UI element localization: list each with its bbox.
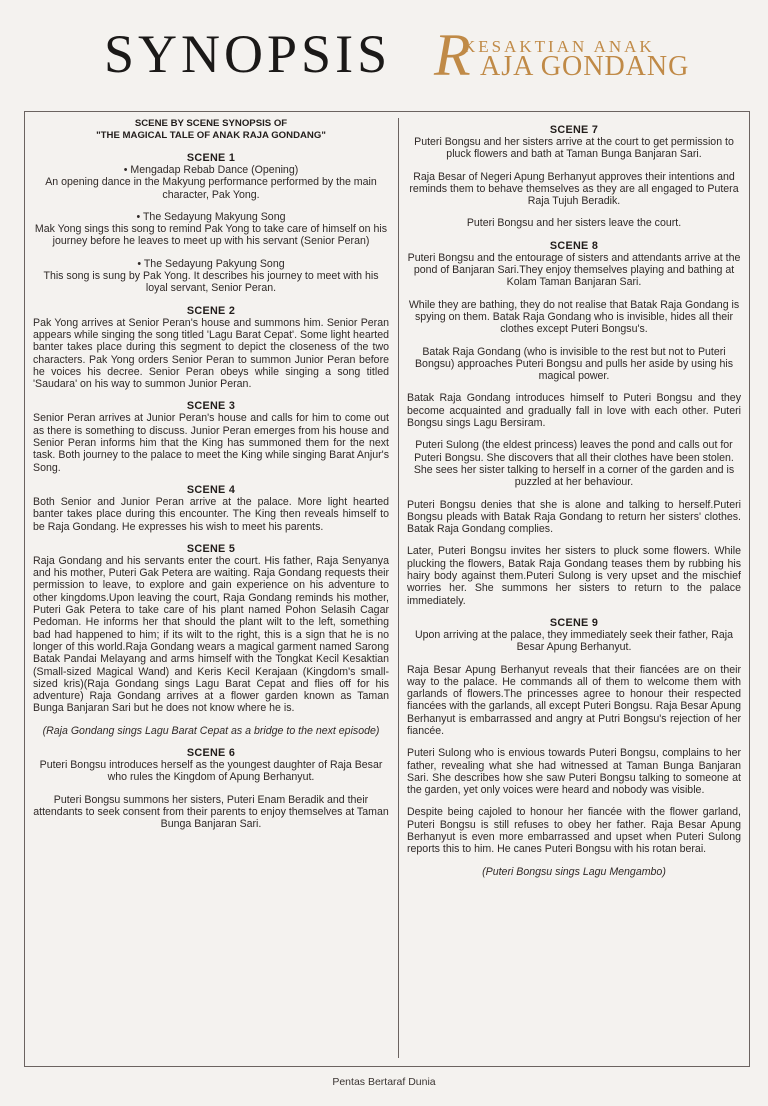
scene-8 [407,240,741,607]
scene-9-note: (Puteri Bongsu sings Lagu Mengambo) [482,865,666,878]
scene-8-text3: Batak Raja Gondang (who is invisible to the rest but not to Puteri Bongsu) approaches Puteri Bongsu and pulls her aside by using his magical power. [414,345,733,383]
scene-1-a-text: An opening dance in the Makyung performance performed by the main character, Pak Yong. [45,176,377,201]
subtitle-line2: AJA GONDANG [480,51,690,82]
scene-7 [407,124,741,230]
scene-2-text: Pak Yong arrives at Senior Peran's house and summons him. Senior Peran appears while singing the song titled 'Lagu Barat Cepat'. Some light hearted banter takes place during this segment to depict the closeness of the two characters. Pak Yong orders Senior Peran to summon Junior Peran before he voices his decree. Senior Peran obeys while singing a song titled 'Saudara' on his way to summon Junior Peran. [33,316,389,391]
scene-9-heading: SCENE 9 [549,616,599,629]
scene-9-text3: Puteri Sulong who is envious towards Puteri Bongsu, complains to her father, revealing what she had witnessed at Taman Bunga Banjaran Sari. She describes how she saw Puteri Bongsu talking to someone at the garden, yet only voices were heard and nobody was visible. [407,747,741,797]
scene-9 [407,617,741,878]
scene-3-heading: SCENE 3 [186,400,236,413]
scene-8-text2: While they are bathing, they do not realise that Batak Raja Gondang is spying on them. Batak Raja Gondang who is invisible, hides all their clothes except Puteri Bongsu's. [408,298,740,336]
scene-1-a-title: • Mengadap Rebab Dance (Opening) [123,164,299,176]
intro-line2: "THE MAGICAL TALE OF ANAK RAJA GONDANG" [96,130,326,141]
scene-6 [33,747,389,830]
right-column [407,118,741,888]
scene-8-text5: Puteri Sulong (the eldest princess) leaves the pond and calls out for Puteri Bongsu. She discovers that all their clothes have been stolen. She sees her sister talking to herself in a corner of the garden and is puzzled at her behaviour. [413,439,735,489]
scene-5-note: (Raja Gondang sings Lagu Barat Cepat as a bridge to the next episode) [42,724,380,737]
scene-4-heading: SCENE 4 [186,483,236,496]
intro-line1: SCENE BY SCENE SYNOPSIS OF [134,118,288,129]
scene-3 [33,400,389,473]
column-divider [398,118,399,1058]
scene-9-text4: Despite being cajoled to honour her fiancée with the flower garland, Puteri Bongsu is still refuses to obey her father. Raja Besar Apung Berhanyut is even more embarrassed and upset when Puteri Sulong reports this to him. He canes Puteri Bongsu with his rotan berai. [407,806,741,856]
scene-2-heading: SCENE 2 [186,304,236,317]
scene-9-text1: Upon arriving at the palace, they immediately seek their father, Raja Besar Apung Berhanyut. [415,628,733,654]
page-header [0,0,768,110]
scene-6-heading: SCENE 6 [186,746,236,759]
scene-7-text1: Puteri Bongsu and her sisters arrive at the court to get permission to pluck flowers and bath at Taman Bunga Banjaran Sari. [414,136,734,161]
left-column [33,118,389,840]
scene-6-text1: Puteri Bongsu introduces herself as the youngest daughter of Raja Besar who rules the Kingdom of Apung Berhanyut. [39,758,383,784]
page-footer: Pentas Bertaraf Dunia [332,1076,436,1088]
subtitle-line1: KESAKTIAN ANAK [463,37,655,56]
scene-1-b-title: • The Sedayung Makyung Song [136,210,286,223]
scene-5 [33,543,389,737]
scene-8-text7: Later, Puteri Bongsu invites her sisters to pluck some flowers. While plucking the flowers, Batak Raja Gondang teases them by rubbing his hairy body against them.Puteri Sulong is very upset and the mischief worries her. She summons her sisters to return to the palace immediately. [407,545,741,607]
scene-8-heading: SCENE 8 [549,239,599,252]
intro-heading [33,118,389,142]
scene-9-text2: Raja Besar Apung Berhanyut reveals that their fiancées are on their way to the palace. He commands all of them to welcome them with garlands of flowers.The princesses agree to honour their respected fiancées with the garlands, all except Puteri Bongsu. Raja Besar Apung Berhanyut is embarrassed and angry at Putri Bongsu's rejection of her fiancée. [407,663,741,737]
scene-6-text2: Puteri Bongsu summons her sisters, Puteri Enam Beradik and their attendants to seek consent from their parents to enjoy themselves at Taman Bunga Banjaran Sari. [33,793,389,831]
subtitle-initial: R [434,22,471,88]
scene-1-c-text: This song is sung by Pak Yong. It describes his journey to meet with his loyal servant, Senior Peran. [43,270,379,295]
scene-5-heading: SCENE 5 [186,542,236,555]
scene-2 [33,305,389,391]
scene-4 [33,484,389,533]
scene-1-c-title: • The Sedayung Pakyung Song [137,257,285,270]
scene-1-b-text: Mak Yong sings this song to remind Pak Yong to take care of himself on his journey before he leaves to meet up with his servant (Senior Peran) [34,223,388,248]
scene-7-text2: Raja Besar of Negeri Apung Berhanyut approves their intentions and reminds them to behave themselves as they are all engaged to Putera Raja Tujuh Beradik. [409,170,739,208]
scene-3-text: Senior Peran arrives at Junior Peran's house and calls for him to come out as there is something to discuss. Junior Peran emerges from his house and Senior Peran informs him that the King has summoned them for the next task. Both journey to the palace to meet the King while singing Barat Anjur's Song. [33,412,389,474]
scene-8-text6: Puteri Bongsu denies that she is alone and talking to herself.Puteri Bongsu pleads with Batak Raja Gondang to return her sisters' clothes. Batak Raja Gondang complies. [407,498,741,536]
scene-4-text: Both Senior and Junior Peran arrive at the palace. More light hearted banter takes place during this encounter. The King then reveals himself to be Raja Gondang. He expresses his wish to meet his parents. [33,495,389,533]
scene-5-text: Raja Gondang and his servants enter the court. His father, Raja Senyanya and his mother, Puteri Gak Petera are waiting. Raja Gondang requests their permission to leave, to explore and gain experience on his adventure to other kingdoms.Upon leaving the court, Raja Gondang reminds his mother, Puteri Gak Petera to take care of his plant named Pohon Selasih Cagar Pedoman. He informs her that should the plant wilt to the left, something bad had happened to him; if its wilt to the right, this is a sign that he is no longer of this world.Raja Gondang wears a magical garment named Sarong Batak Pandai Melayang and arms himself with the Tongkat Kecil Kesaktian (Small-sized Magical Wand) and Keris Kecil Kerajaan (Kingdom's small-sized kris)(Raja Gondang sings Lagu Barat Cepat and flies off for his adventure) Raja Gondang arrives at a flower garden known as Taman Bunga Banjaran Sari but he does not know where he is. [33,554,389,715]
scene-1-heading: SCENE 1 [186,152,236,164]
scene-8-text1: Puteri Bongsu and the entourage of sisters and attendants arrive at the pond of Banjaran Sari.They enjoy themselves playing and bathing at Kolam Taman Banjaran Sari. [407,251,741,289]
scene-8-text4: Batak Raja Gondang introduces himself to Puteri Bongsu and they become acquainted and gradually fall in love with each other. Puteri Bongsu sings Lagu Bersiram. [407,392,741,430]
page-title: SYNOPSIS [104,24,392,84]
scene-7-heading: SCENE 7 [549,124,599,136]
scene-1 [33,152,389,295]
scene-7-text3: Puteri Bongsu and her sisters leave the court. [466,217,682,230]
